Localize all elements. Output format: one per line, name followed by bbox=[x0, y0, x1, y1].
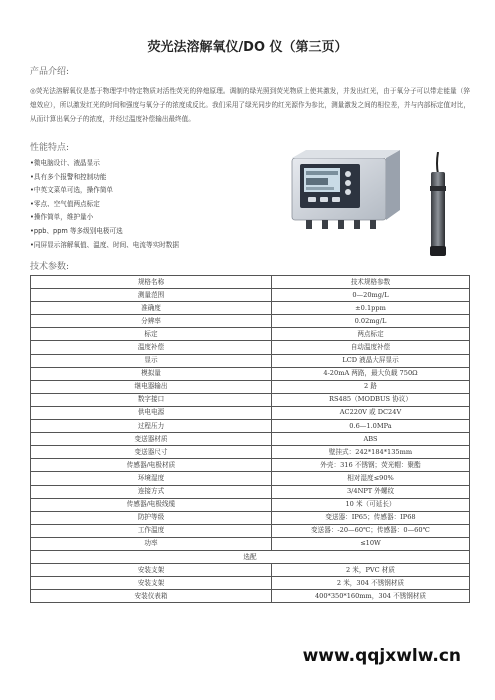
table-row bbox=[31, 367, 470, 380]
website-watermark: www.qqjxwlw.cn bbox=[302, 646, 461, 666]
spec-value-cell: 技术规格参数 bbox=[272, 276, 470, 289]
intro-paragraph: ◎荧光法溶解氧仪是基于物理学中特定物质对活性荧光的猝熄原理。调制的绿光照到荧光物质上使其激发，并发出红光，由于氧分子可以带走能量（猝熄效应），所以激发红光的时间和强度与氧分子的浓度成反比。我们采用了绿光同步的红光源作为参比，测量激发之间的相位差，并与内部标定值对比，从而计算出氧分子的浓度，并经过温度补偿输出最终值。 bbox=[30, 87, 470, 123]
feature-item: •微电脑设计、液晶显示 bbox=[30, 159, 100, 167]
feature-item: •操作简单，维护量小 bbox=[30, 213, 94, 222]
table-row bbox=[31, 550, 470, 563]
spec-name-cell: 功率 bbox=[31, 537, 272, 550]
table-row bbox=[31, 459, 470, 472]
spec-value-cell: 变送器：IP65；传感器：IP68 bbox=[272, 511, 470, 524]
spec-name-cell: 过程压力 bbox=[31, 420, 272, 433]
spec-name-cell: 传感器/电极线缆 bbox=[31, 498, 272, 511]
spec-name-cell: 显示 bbox=[31, 354, 272, 367]
feature-item: •同屏显示溶解氧值、温度、时间、电流等实时数据 bbox=[30, 240, 179, 249]
table-row bbox=[31, 289, 470, 302]
spec-value-cell: 4-20mA 两路，最大负载 750Ω bbox=[272, 367, 470, 380]
table-row bbox=[31, 315, 470, 328]
spec-name-cell: 测量范围 bbox=[31, 289, 272, 302]
spec-name-cell: 安装支架 bbox=[31, 564, 272, 577]
spec-value-cell: 0—20mg/L bbox=[272, 289, 470, 302]
table-row bbox=[31, 537, 470, 550]
spec-value-cell: 400*350*160mm，304 不锈钢材质 bbox=[272, 590, 470, 603]
table-row bbox=[31, 498, 470, 511]
table-row bbox=[31, 472, 470, 485]
spec-name-cell: 供电电源 bbox=[31, 406, 272, 419]
spec-name-cell: 规格名称 bbox=[31, 276, 272, 289]
feature-item: •ppb、ppm 等多级别电极可选 bbox=[30, 226, 123, 235]
spec-value-cell: 壁挂式：242*184*135mm bbox=[272, 446, 470, 459]
feature-item: •中英文菜单可选，操作简单 bbox=[30, 186, 114, 195]
spec-value-cell: 2 米，304 不锈钢材质 bbox=[272, 577, 470, 590]
table-row bbox=[31, 380, 470, 393]
spec-value-cell: ABS bbox=[272, 433, 470, 446]
table-row bbox=[31, 302, 470, 315]
spec-name-cell: 变送器尺寸 bbox=[31, 446, 272, 459]
spec-name-cell: 连接方式 bbox=[31, 485, 272, 498]
features-heading: 性能特点: bbox=[30, 143, 70, 153]
spec-value-cell: ±0.1ppm bbox=[272, 302, 470, 315]
table-row bbox=[31, 420, 470, 433]
spec-value-cell: 2 路 bbox=[272, 380, 470, 393]
spec-value-cell: AC220V 或 DC24V bbox=[272, 406, 470, 419]
table-row bbox=[31, 590, 470, 603]
spec-name-cell: 温度补偿 bbox=[31, 341, 272, 354]
table-row bbox=[31, 577, 470, 590]
spec-value-cell: 两点标定 bbox=[272, 328, 470, 341]
spec-value-cell: 0.6—1.0MPa bbox=[272, 420, 470, 433]
spec-value-cell: RS485（MODBUS 协议） bbox=[272, 393, 470, 406]
table-row bbox=[31, 328, 470, 341]
feature-item: •零点、空气值两点标定 bbox=[30, 199, 100, 208]
table-row bbox=[31, 524, 470, 537]
spec-value-cell: ≤10W bbox=[272, 537, 470, 550]
table-row bbox=[31, 433, 470, 446]
spec-name-cell: 模拟量 bbox=[31, 367, 272, 380]
table-row bbox=[31, 485, 470, 498]
table-row bbox=[31, 354, 470, 367]
spec-name-cell: 传感器/电极材质 bbox=[31, 459, 272, 472]
intro-heading: 产品介绍: bbox=[30, 67, 70, 77]
spec-name-cell: 安装仪表箱 bbox=[31, 590, 272, 603]
table-row bbox=[31, 511, 470, 524]
feature-item: •具有多个报警和控制功能 bbox=[30, 172, 107, 181]
spec-value-cell: 10 米（可延长） bbox=[272, 498, 470, 511]
table-row bbox=[31, 564, 470, 577]
sensor-probe-image bbox=[418, 152, 458, 260]
table-row bbox=[31, 393, 470, 406]
spec-name-cell: 分辨率 bbox=[31, 315, 272, 328]
table-row bbox=[31, 446, 470, 459]
spec-name-cell: 标定 bbox=[31, 328, 272, 341]
specs-heading: 技术参数: bbox=[30, 262, 70, 272]
spec-name-cell: 变送器材质 bbox=[31, 433, 272, 446]
spec-name-cell: 防护等级 bbox=[31, 511, 272, 524]
spec-value-cell: LCD 液晶大屏显示 bbox=[272, 354, 470, 367]
table-row bbox=[31, 341, 470, 354]
spec-value-cell: 自动温度补偿 bbox=[272, 341, 470, 354]
spec-name-cell: 安装支架 bbox=[31, 577, 272, 590]
optional-section-label: 选配 bbox=[31, 550, 470, 563]
spec-value-cell: 变送器：-20—60℃；传感器：0—60℃ bbox=[272, 524, 470, 537]
spec-name-cell: 工作温度 bbox=[31, 524, 272, 537]
spec-value-cell: 3/4NPT 外螺纹 bbox=[272, 485, 470, 498]
spec-name-cell: 继电器输出 bbox=[31, 380, 272, 393]
transmitter-image bbox=[288, 148, 408, 248]
table-row bbox=[31, 406, 470, 419]
spec-value-cell: 相对湿度≤90% bbox=[272, 472, 470, 485]
feature-list bbox=[30, 157, 280, 252]
spec-name-cell: 数字接口 bbox=[31, 393, 272, 406]
spec-table bbox=[30, 275, 470, 603]
spec-name-cell: 准确度 bbox=[31, 302, 272, 315]
page-title: 荧光法溶解氧仪/DO 仪（第三页） bbox=[147, 40, 348, 55]
table-row bbox=[31, 276, 470, 289]
spec-name-cell: 环境湿度 bbox=[31, 472, 272, 485]
spec-value-cell: 外壳：316 不锈钢；荧光帽：聚酯 bbox=[272, 459, 470, 472]
spec-value-cell: 2 米，PVC 材质 bbox=[272, 564, 470, 577]
spec-value-cell: 0.02mg/L bbox=[272, 315, 470, 328]
